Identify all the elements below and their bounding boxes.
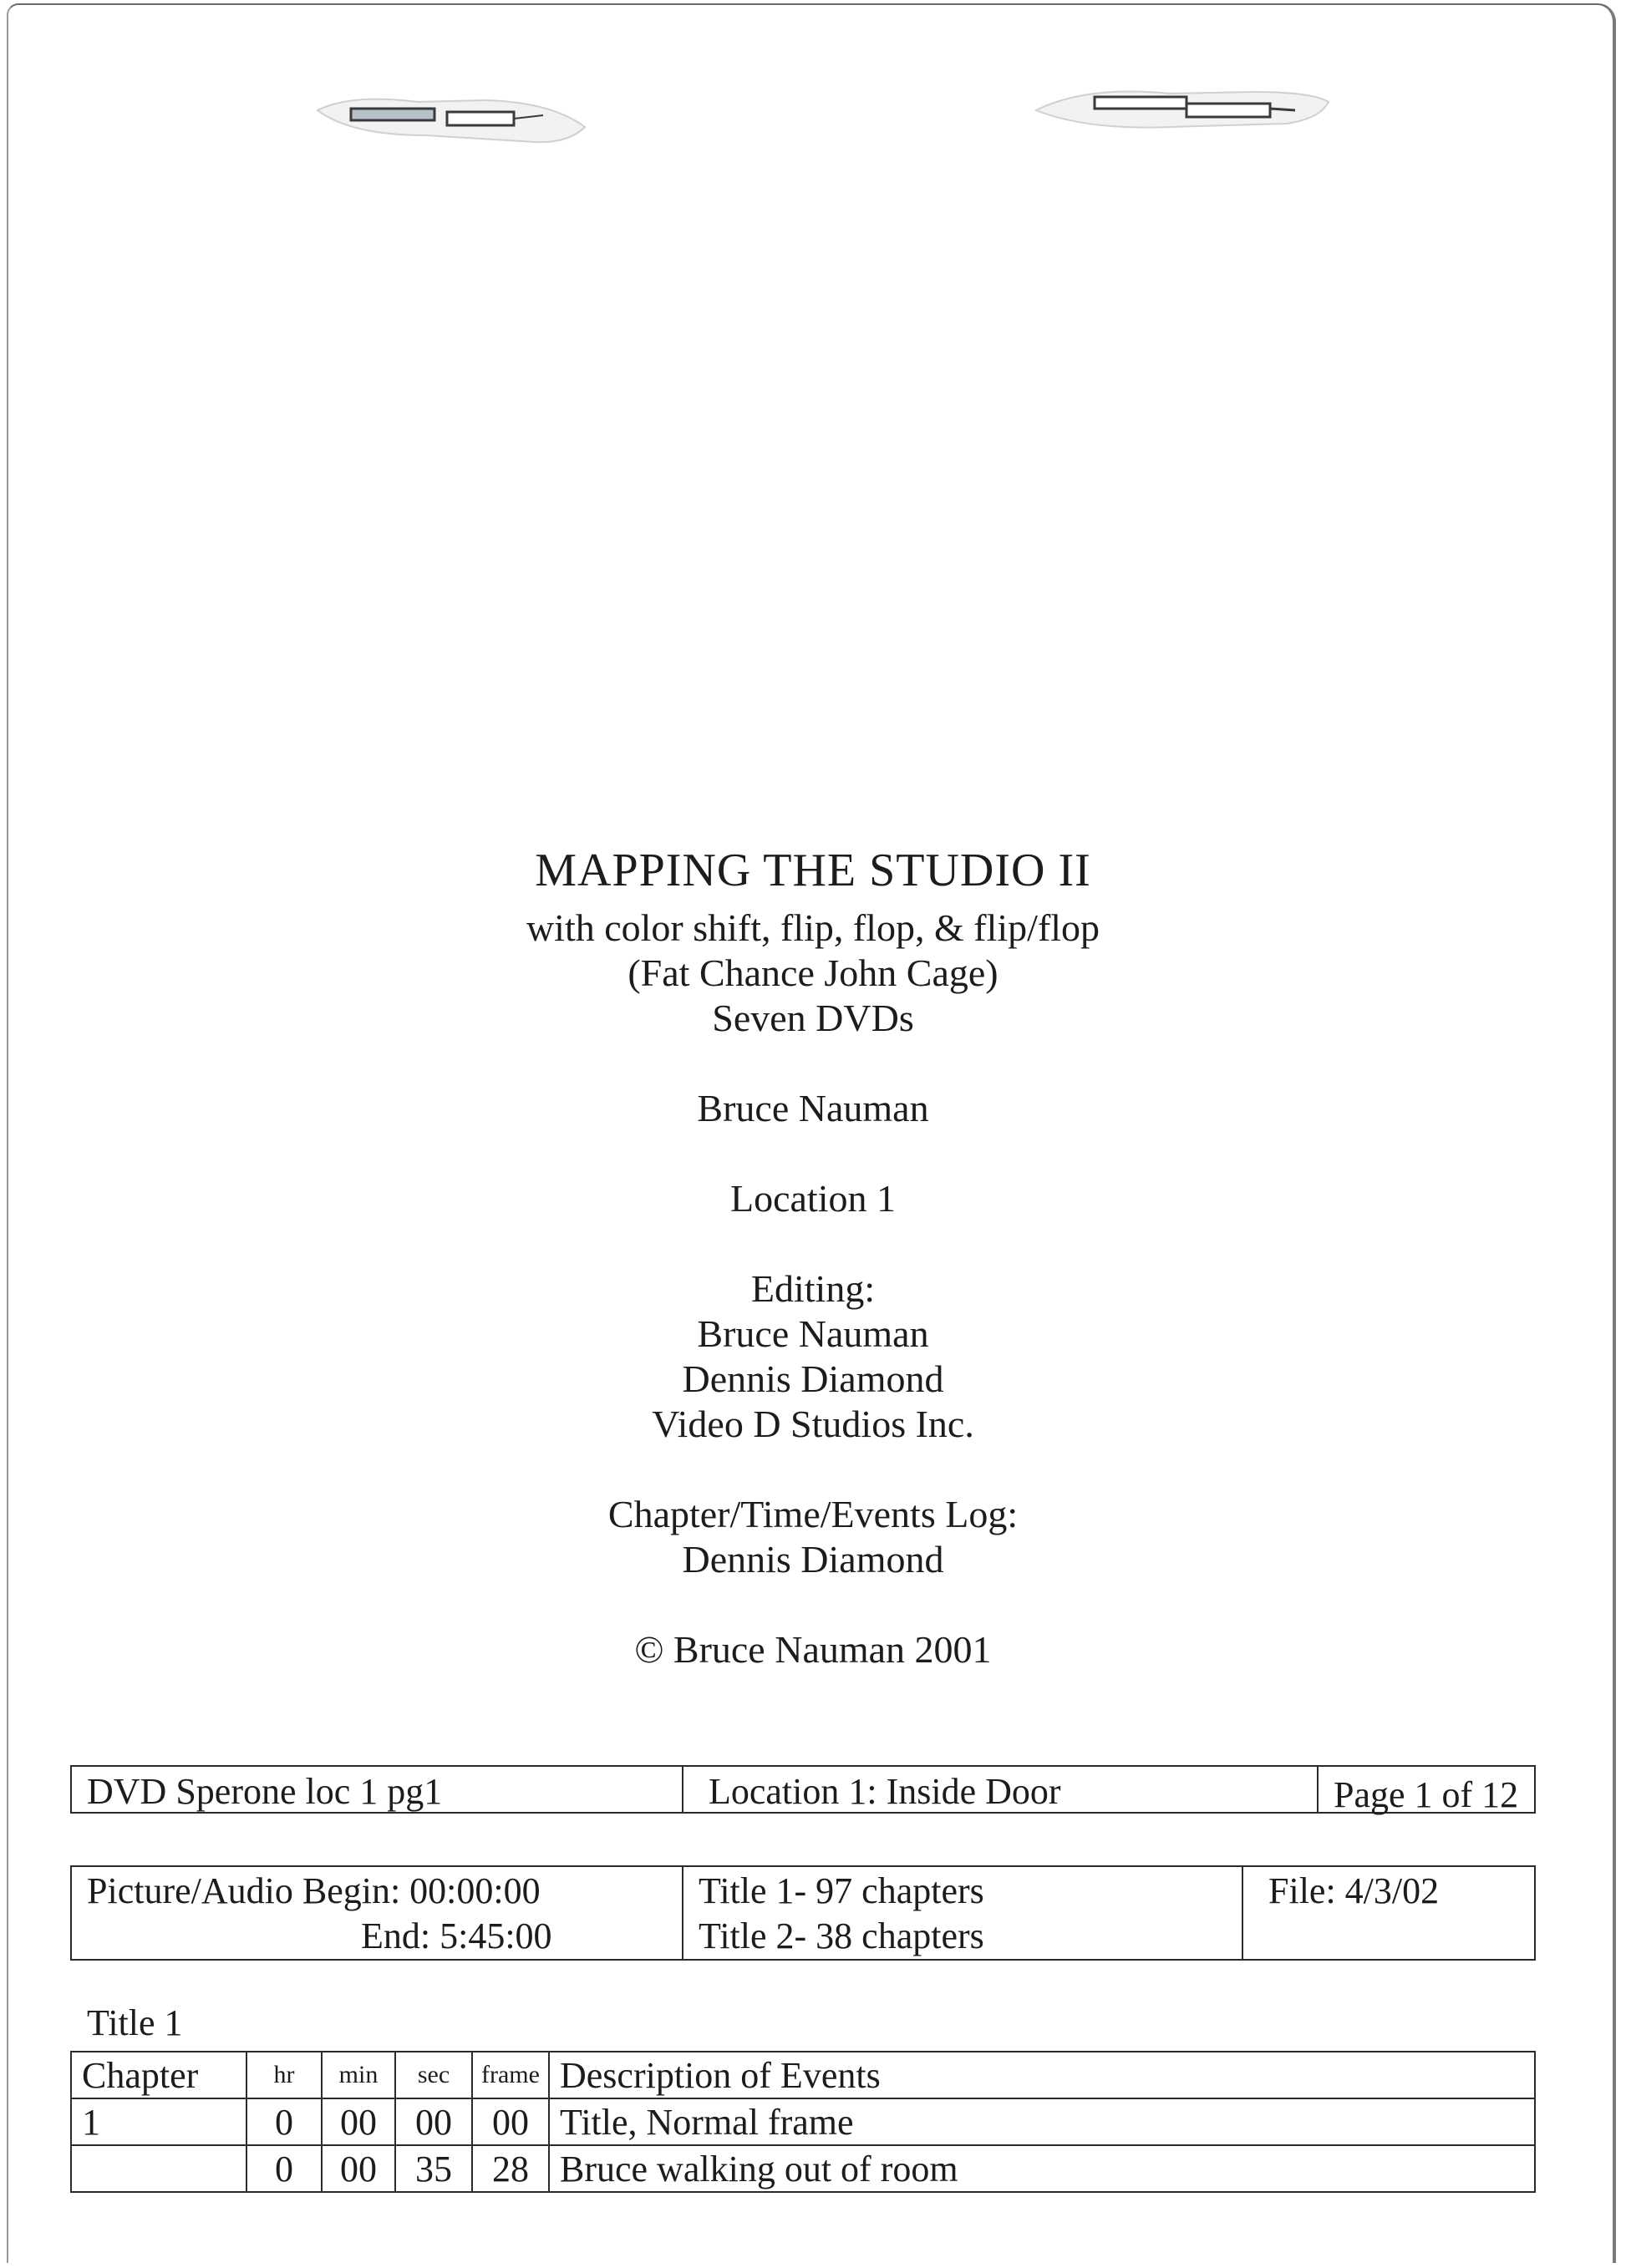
main-title: MAPPING THE STUDIO II <box>535 845 1091 896</box>
sec-cell: 00 <box>395 2098 472 2145</box>
binder-clip-left <box>301 77 602 152</box>
header-box <box>70 1765 1536 1814</box>
binder-clip-right <box>1019 77 1337 144</box>
location-label: Location 1: Inside Door <box>709 1771 1061 1812</box>
location-line: Location 1 <box>730 1177 896 1220</box>
sec-header: sec <box>395 2052 472 2098</box>
copyright-line: © Bruce Nauman 2001 <box>634 1628 992 1671</box>
min-header: min <box>322 2052 395 2098</box>
frame-cell: 00 <box>472 2098 549 2145</box>
format-line: Seven DVDs <box>712 997 914 1039</box>
artist-name: Bruce Nauman <box>697 1087 929 1129</box>
events-table <box>70 2051 1536 2193</box>
file-date: File: 4/3/02 <box>1268 1870 1440 1911</box>
chapter-cell: 1 <box>71 2098 246 2145</box>
log-label: Chapter/Time/Events Log: <box>607 1493 1019 1535</box>
alt-title: (Fat Chance John Cage) <box>628 951 998 994</box>
table-row <box>71 2098 1535 2145</box>
info-box <box>70 1865 1536 1961</box>
info-file-cell <box>1242 1867 1534 1959</box>
sec-cell: 35 <box>395 2145 472 2192</box>
header-dvd-cell <box>72 1767 682 1812</box>
table-row <box>71 2145 1535 2192</box>
editor-1: Bruce Nauman <box>697 1312 929 1355</box>
description-cell: Bruce walking out of room <box>549 2145 1535 2192</box>
title2-chapters: Title 2- 38 chapters <box>699 1915 984 1956</box>
info-times-cell <box>72 1867 682 1959</box>
info-titles-cell <box>682 1867 1242 1959</box>
editor-2: Dennis Diamond <box>682 1357 944 1400</box>
description-header: Description of Events <box>549 2052 1535 2098</box>
begin-time: Picture/Audio Begin: 00:00:00 <box>87 1870 541 1911</box>
section-title: Title 1 <box>87 2002 183 2043</box>
min-cell: 00 <box>322 2145 395 2192</box>
log-author: Dennis Diamond <box>682 1538 944 1580</box>
editing-label: Editing: <box>750 1267 876 1310</box>
min-cell: 00 <box>322 2098 395 2145</box>
chapter-header: Chapter <box>71 2052 246 2098</box>
table-header-row <box>71 2052 1535 2098</box>
editor-3: Video D Studios Inc. <box>652 1403 974 1445</box>
chapter-cell <box>71 2145 246 2192</box>
hr-header: hr <box>246 2052 322 2098</box>
frame-header: frame <box>472 2052 549 2098</box>
frame-cell: 28 <box>472 2145 549 2192</box>
end-time: End: 5:45:00 <box>361 1915 552 1956</box>
subtitle: with color shift, flip, flop, & flip/flop <box>526 906 1100 949</box>
description-cell: Title, Normal frame <box>549 2098 1535 2145</box>
hr-cell: 0 <box>246 2098 322 2145</box>
title1-chapters: Title 1- 97 chapters <box>699 1870 984 1911</box>
page-number: Page 1 of 12 <box>1334 1774 1519 1815</box>
header-page-cell <box>1317 1767 1534 1815</box>
dvd-label: DVD Sperone loc 1 pg1 <box>87 1771 443 1812</box>
hr-cell: 0 <box>246 2145 322 2192</box>
header-location-cell <box>682 1767 1317 1812</box>
title-block <box>0 835 1626 1672</box>
